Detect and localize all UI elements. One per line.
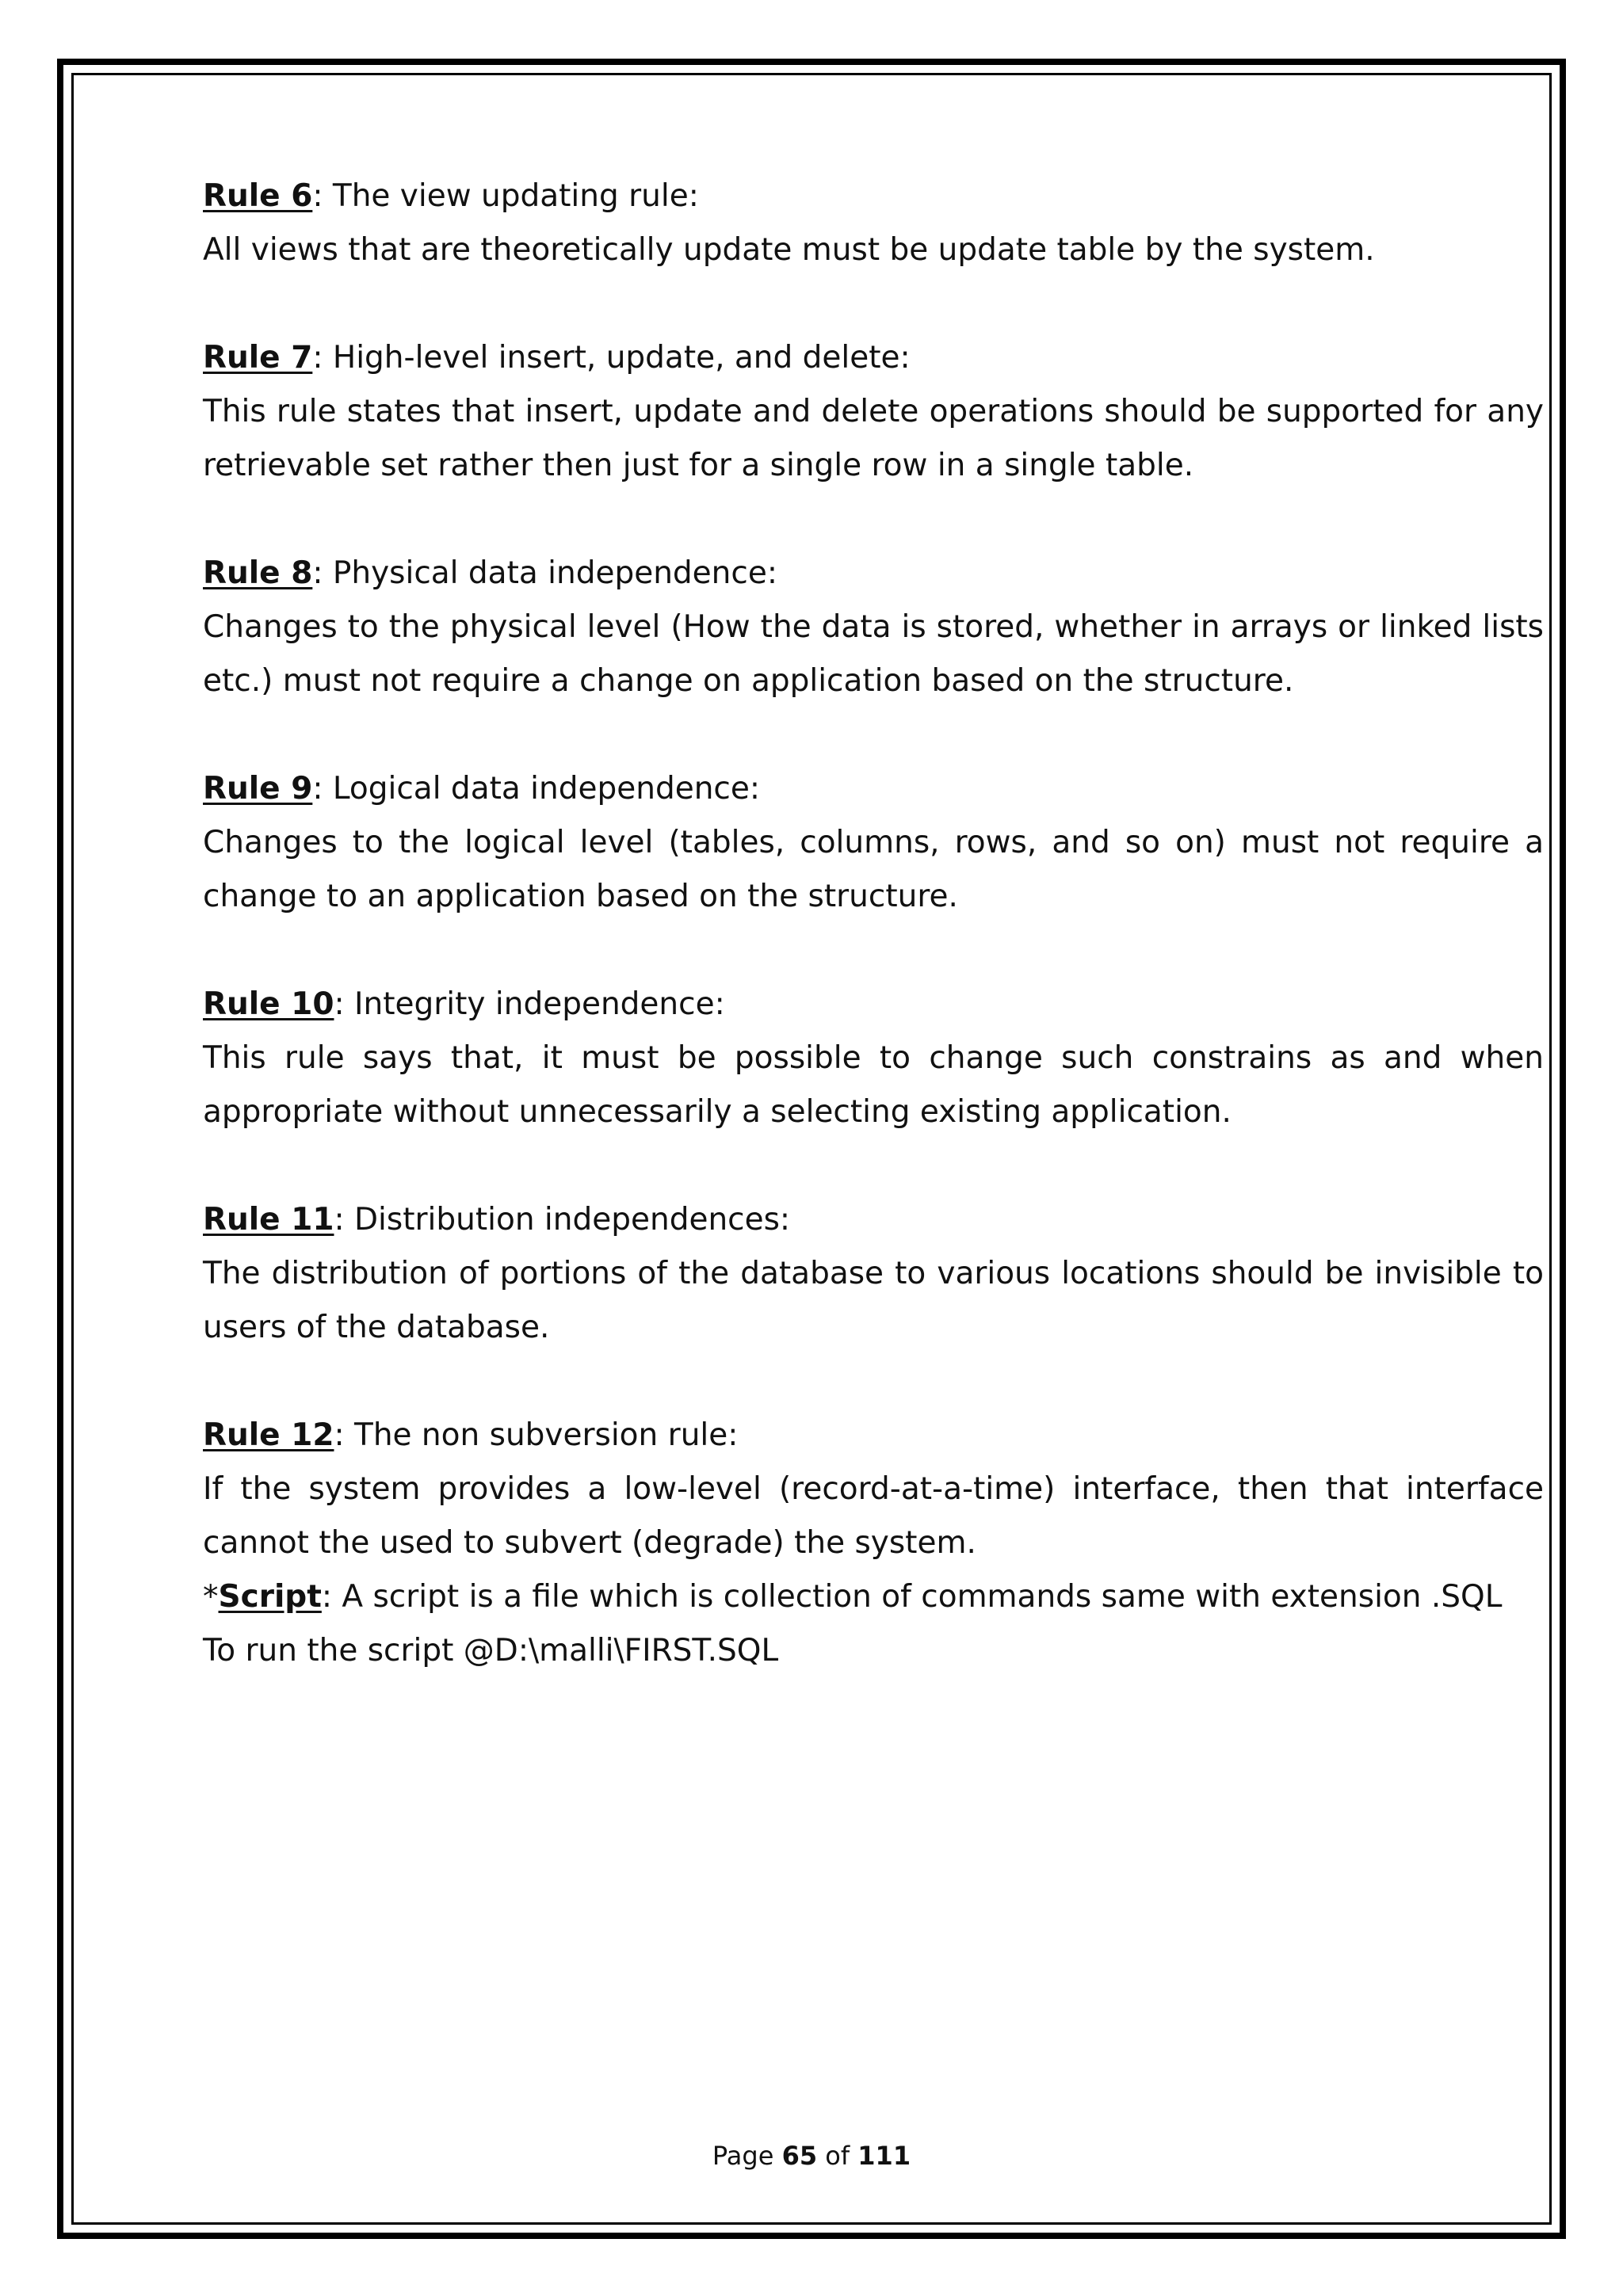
rule-label: Rule 10 [203,986,334,1022]
script-label: Script [218,1579,322,1615]
rule-description: If the system provides a low-level (record-at-a-time) interface, then that interface cannot the used to subvert (degrade) the system. [203,1471,1544,1561]
rule-description: Changes to the physical level (How the data is stored, whether in arrays or linked lists etc.) must not require a change on application based on the structure. [203,609,1544,699]
total-pages: 111 [857,2141,911,2171]
rule-7 [203,331,1544,493]
script-asterisk: * [203,1579,219,1615]
rule-heading [203,762,1544,816]
rule-label: Rule 7 [203,340,313,376]
page-content [203,170,1544,1678]
rule-description: This rule says that, it must be possible to change such constrains as and when appropriate without unnecessarily a selecting existing application. [203,1040,1544,1130]
rule-heading [203,1193,1544,1247]
rule-title: : Integrity independence: [334,986,725,1022]
rule-title: : Distribution independences: [334,1202,791,1238]
rule-title: : Physical data independence: [312,555,777,591]
script-note [203,1570,1544,1678]
rule-label: Rule 8 [203,555,313,591]
of-word: of [825,2141,850,2171]
rule-label: Rule 6 [203,178,313,214]
rule-label: Rule 11 [203,1202,334,1238]
rule-9 [203,762,1544,924]
rule-12 [203,1409,1544,1570]
rule-description: Changes to the logical level (tables, columns, rows, and so on) must not require a change to an application based on the structure. [203,825,1544,914]
rule-11 [203,1193,1544,1355]
rule-description: All views that are theoretically update must be update table by the system. [203,232,1375,268]
rule-8 [203,547,1544,708]
rule-description: The distribution of portions of the database to various locations should be invisible to users of the database. [203,1256,1544,1345]
rule-heading [203,331,1544,385]
rule-label: Rule 9 [203,771,313,807]
rule-heading [203,978,1544,1032]
rule-title: : High-level insert, update, and delete: [312,340,911,376]
rule-description: This rule states that insert, update and delete operations should be supported for any retrievable set rather then just for a single row in a single table. [203,394,1544,483]
rule-title: : The non subversion rule: [334,1417,739,1453]
script-definition [203,1570,1544,1624]
rule-6 [203,170,1544,277]
page-word: Page [712,2141,774,2171]
rule-label: Rule 12 [203,1417,334,1453]
rule-heading [203,170,1544,223]
rule-heading [203,1409,1544,1463]
page-number: 65 [781,2141,818,2171]
rule-heading [203,547,1544,601]
rule-title: : Logical data independence: [312,771,760,807]
rule-10 [203,978,1544,1139]
script-run-line: To run the script @D:\malli\FIRST.SQL [203,1633,779,1669]
page-footer [0,2141,1623,2171]
rule-title: : The view updating rule: [312,178,699,214]
script-definition-text: : A script is a file which is collection of commands same with extension .SQL [321,1579,1503,1615]
